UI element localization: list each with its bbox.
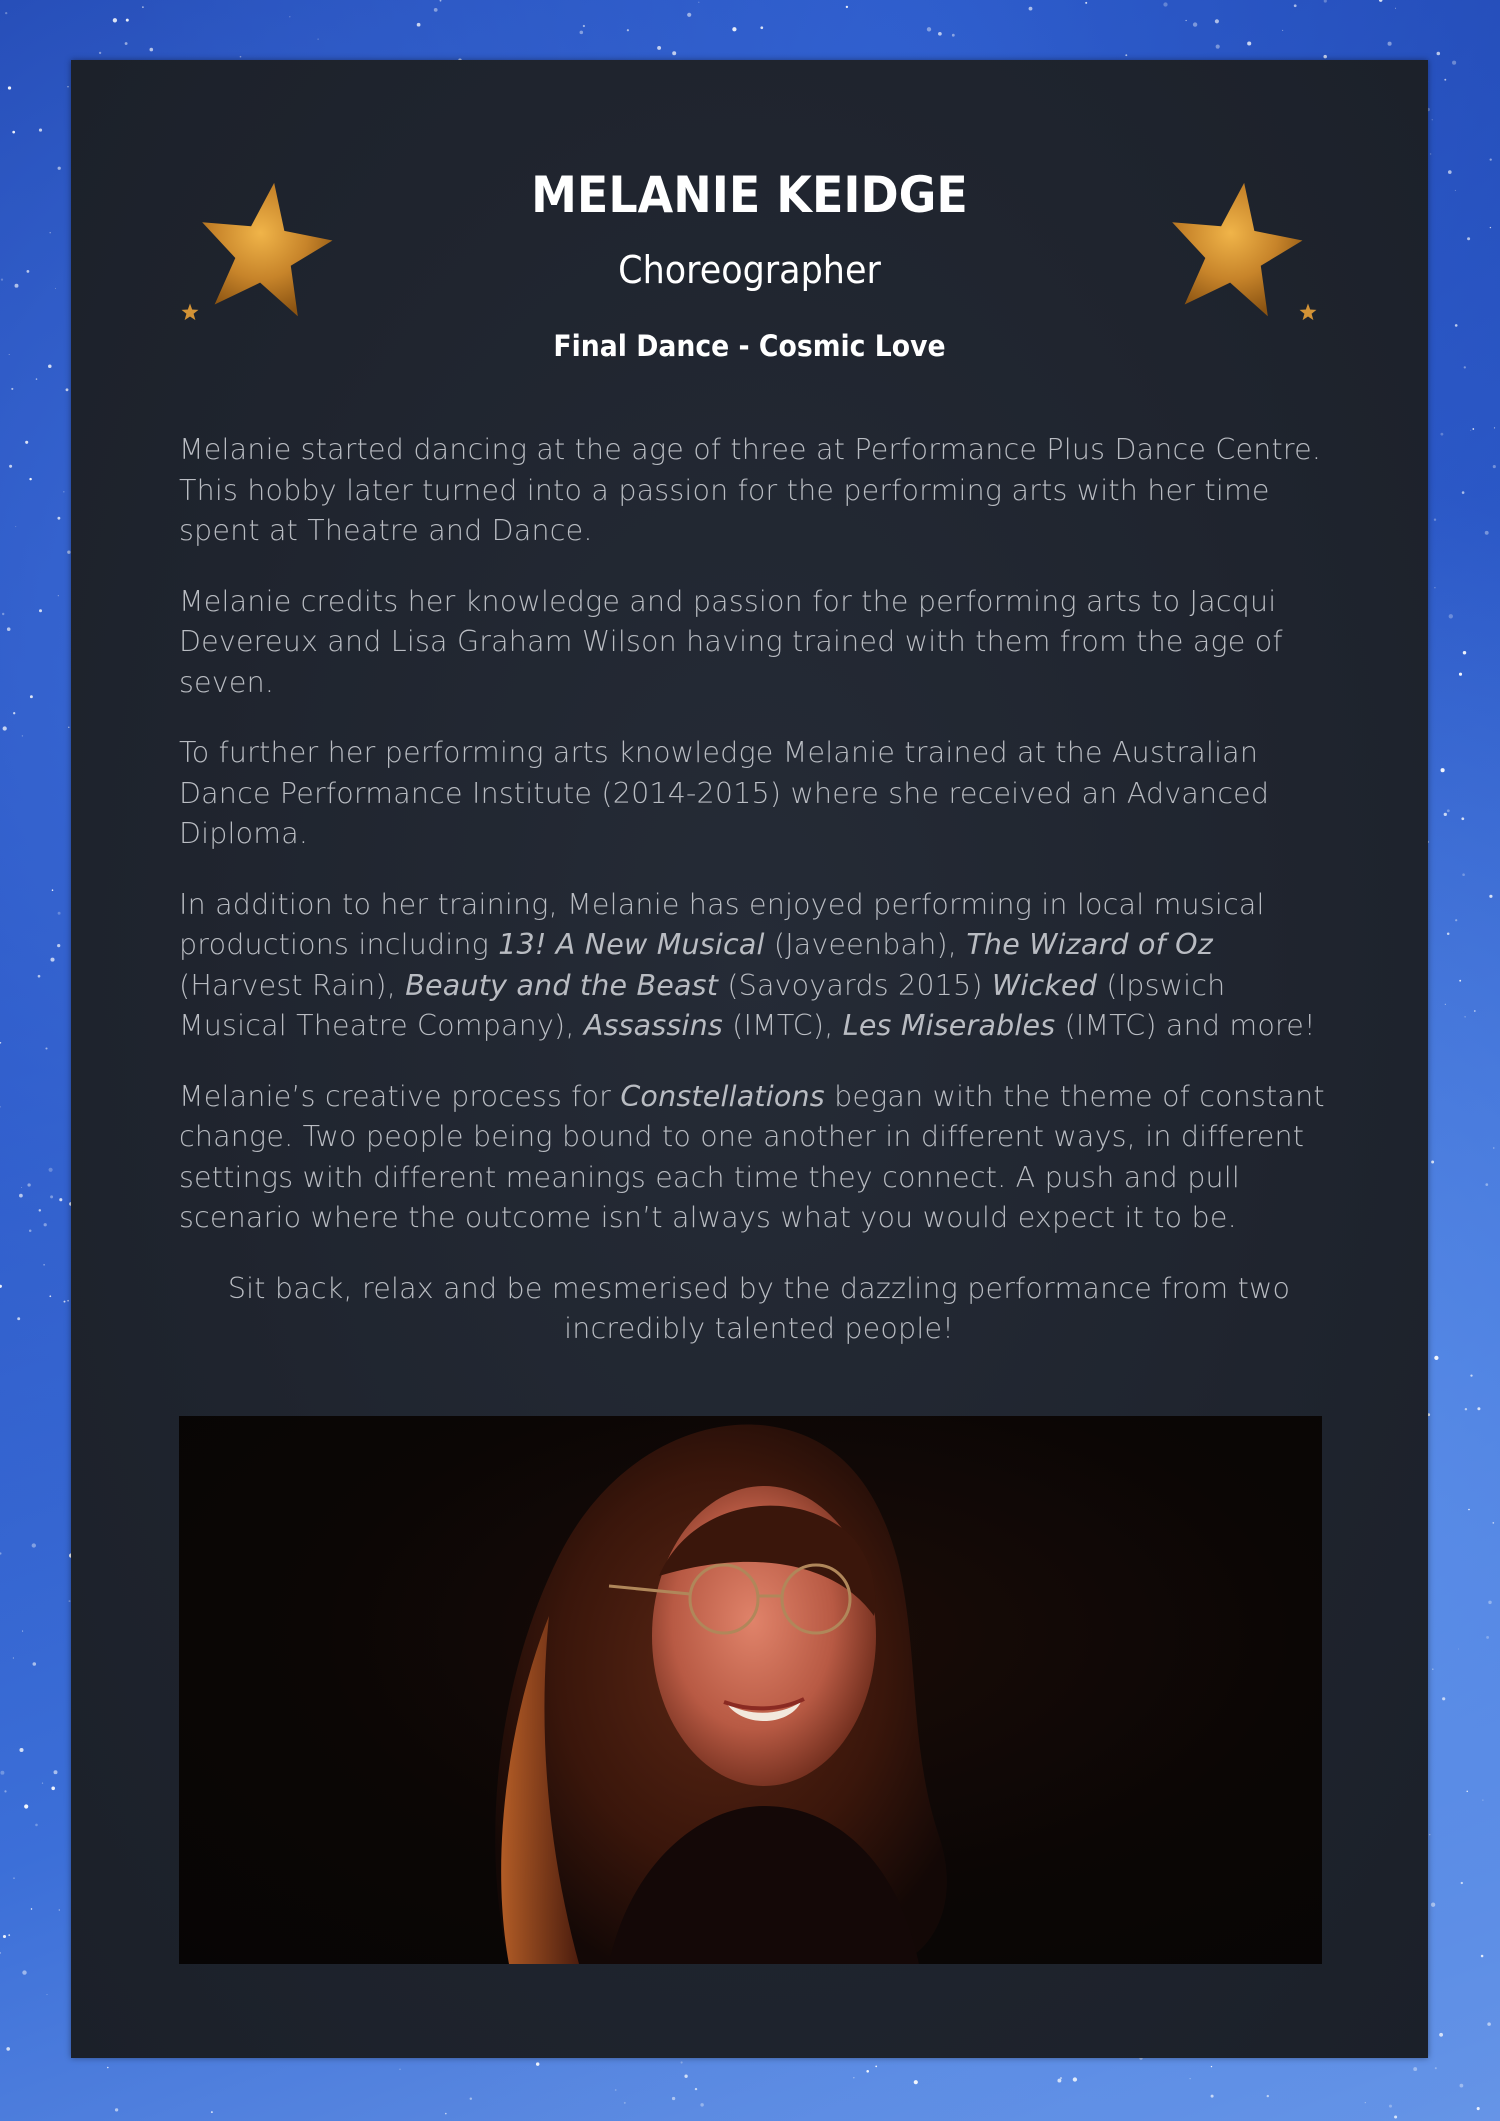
text-run: (Savoyards 2015) bbox=[718, 968, 992, 1002]
closing-line: Sit back, relax and be mesmerised by the dazzling performance from two incredibly talented people! bbox=[227, 1271, 1291, 1345]
work-title: Constellations bbox=[620, 1079, 825, 1113]
show-title: Wicked bbox=[991, 968, 1098, 1002]
bio-paragraph-5 bbox=[179, 1077, 1339, 1239]
performer-name: MELANIE KEIDGE bbox=[531, 166, 968, 224]
bio-paragraph-3: To further her performing arts knowledge Melanie trained at the Australian Dance Performance Institute (2014-2015) where she received an Advanced Diploma. bbox=[179, 736, 1270, 850]
dance-title: Final Dance - Cosmic Love bbox=[553, 329, 946, 363]
small-gold-star-right-icon bbox=[1299, 303, 1317, 321]
performer-photo bbox=[179, 1416, 1322, 1964]
text-run: (Harvest Rain), bbox=[179, 968, 406, 1002]
bio-paragraph-1: Melanie started dancing at the age of three at Performance Plus Dance Centre. This hobby later turned into a passion for the performing arts with her time spent at Theatre and Dance. bbox=[179, 433, 1322, 547]
bio-paragraph-4 bbox=[179, 885, 1339, 1047]
text-run: In addition to her training, Melanie has enjoyed performing in local musical productions including bbox=[179, 887, 1265, 961]
text-run: began with the theme of constant change. Two people being bound to one another in different ways, in different settings with different meanings each time they connect. A push and pull scenario where the outcome isn’t always what you would expect it to be. bbox=[179, 1079, 1325, 1234]
show-title: 13! A New Musical bbox=[498, 928, 765, 961]
small-gold-star-left-icon bbox=[181, 303, 199, 321]
bio-text bbox=[179, 430, 1339, 1380]
performer-role: Choreographer bbox=[618, 248, 881, 292]
text-run: (IMTC) and more! bbox=[1055, 1009, 1316, 1042]
text-run: (Javeenbah), bbox=[764, 928, 967, 961]
text-run: Melanie’s creative process for bbox=[179, 1079, 621, 1113]
show-title: Beauty and the Beast bbox=[405, 968, 719, 1002]
show-title: The Wizard of Oz bbox=[966, 928, 1213, 961]
show-title: Les Miserables bbox=[842, 1009, 1056, 1042]
text-run: (IMTC), bbox=[722, 1009, 843, 1042]
show-title: Assassins bbox=[583, 1009, 723, 1042]
bio-paragraph-2: Melanie credits her knowledge and passion for the performing arts to Jacqui Devereux and Lisa Graham Wilson having trained with them from the age of seven. bbox=[179, 584, 1283, 699]
portrait-image bbox=[179, 1416, 1322, 1964]
bio-panel bbox=[71, 60, 1428, 2058]
text-run: (Ipswich Musical Theatre Company), bbox=[179, 968, 1226, 1042]
